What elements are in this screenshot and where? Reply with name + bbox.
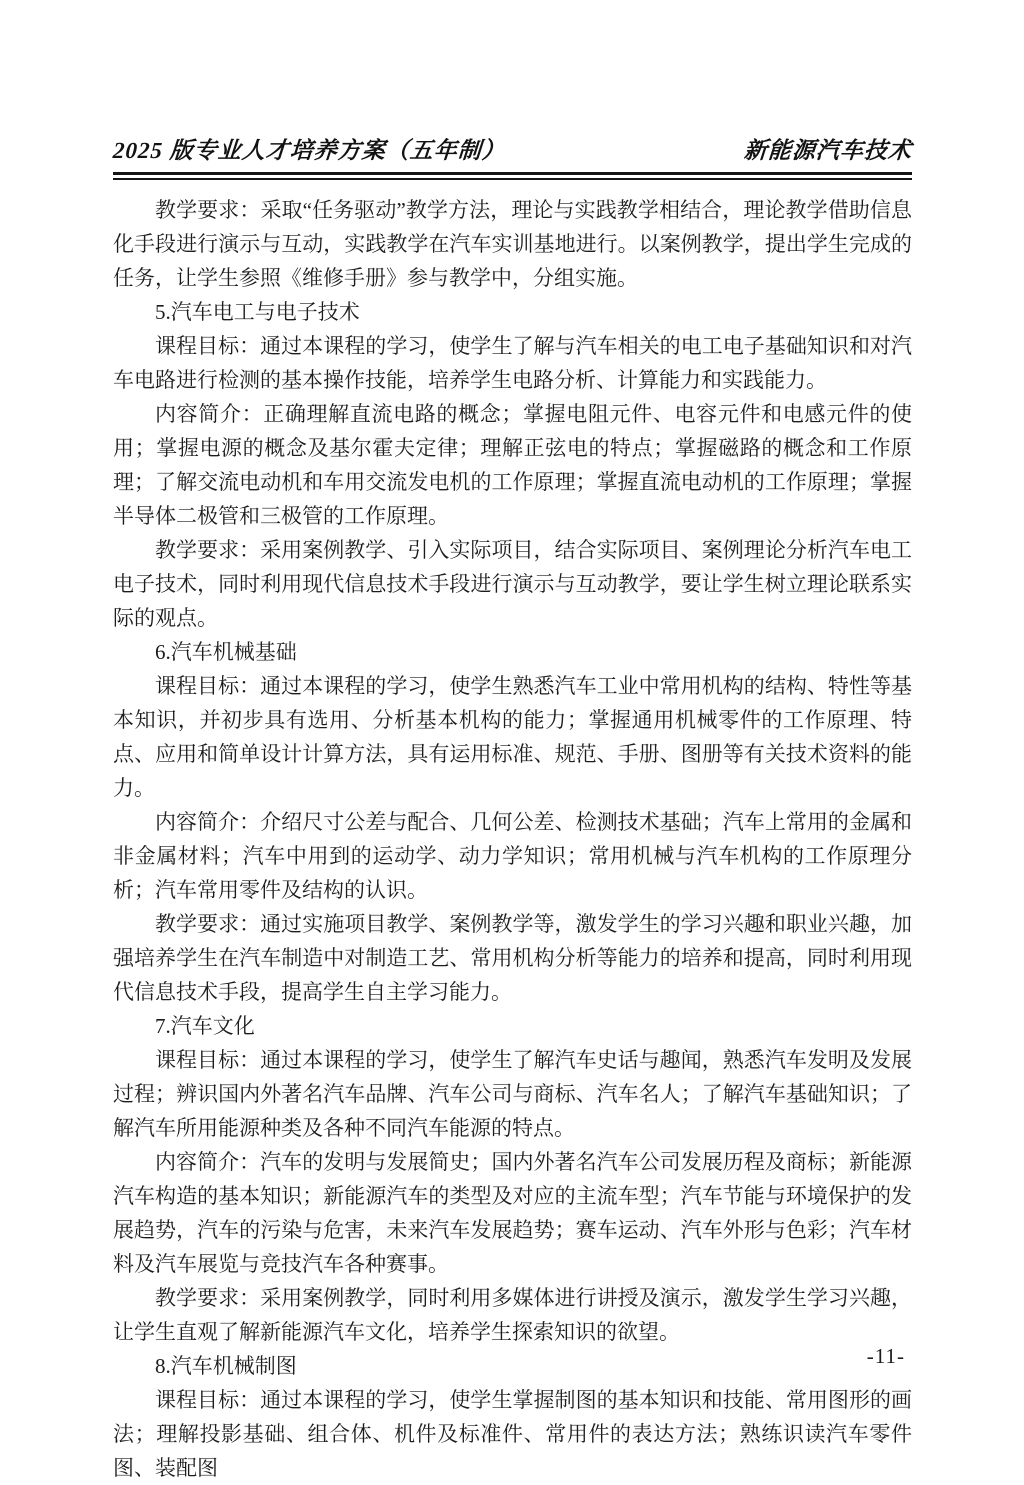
section-heading: 6.汽车机械基础 <box>155 640 297 664</box>
header-double-rule <box>113 172 912 180</box>
paragraph: 课程目标：通过本课程的学习，使学生了解汽车史话与趣闻，熟悉汽车发明及发展过程；辨识国内外著名汽车品牌、汽车公司与商标、汽车名人；了解汽车基础知识；了解汽车所用能源种类及各种不同汽车能源的特点。 <box>113 1048 912 1140</box>
header-title-left: 2025 版专业人才培养方案（五年制） <box>112 138 507 163</box>
paragraph: 内容简介：正确理解直流电路的概念；掌握电阻元件、电容元件和电感元件的使用；掌握电源的概念及基尔霍夫定律；理解正弦电的特点；掌握磁路的概念和工作原理；了解交流电动机和车用交流发电机的工作原理；掌握直流电动机的工作原理；掌握半导体二极管和三极管的工作原理。 <box>113 402 912 528</box>
paragraph: 课程目标：通过本课程的学习，使学生掌握制图的基本知识和技能、常用图形的画法；理解投影基础、组合体、机件及标准件、常用件的表达方法；熟练识读汽车零件图、装配图 <box>113 1388 912 1480</box>
paragraph: 课程目标：通过本课程的学习，使学生了解与汽车相关的电工电子基础知识和对汽车电路进行检测的基本操作技能，培养学生电路分析、计算能力和实践能力。 <box>113 334 912 392</box>
paragraph: 教学要求：采用案例教学，同时利用多媒体进行讲授及演示，激发学生学习兴趣，让学生直观了解新能源汽车文化，培养学生探索知识的欲望。 <box>113 1286 912 1344</box>
paragraph: 课程目标：通过本课程的学习，使学生熟悉汽车工业中常用机构的结构、特性等基本知识，并初步具有选用、分析基本机构的能力；掌握通用机械零件的工作原理、特点、应用和简单设计计算方法，具有运用标准、规范、手册、图册等有关技术资料的能力。 <box>113 674 912 800</box>
document-body <box>113 193 912 1485</box>
paragraph: 教学要求：采取“任务驱动”教学方法，理论与实践教学相结合，理论教学借助信息化手段进行演示与互动，实践教学在汽车实训基地进行。以案例教学，提出学生完成的任务，让学生参照《维修手册》参与教学中，分组实施。 <box>113 198 912 290</box>
page-header <box>113 136 912 166</box>
page-number: -11- <box>866 1344 905 1368</box>
paragraph: 内容简介：介绍尺寸公差与配合、几何公差、检测技术基础；汽车上常用的金属和非金属材料；汽车中用到的运动学、动力学知识；常用机械与汽车机构的工作原理分析；汽车常用零件及结构的认识。 <box>113 810 912 902</box>
section-heading: 5.汽车电工与电子技术 <box>155 300 360 324</box>
section-heading: 8.汽车机械制图 <box>155 1354 297 1378</box>
paragraph: 教学要求：通过实施项目教学、案例教学等，激发学生的学习兴趣和职业兴趣，加强培养学生在汽车制造中对制造工艺、常用机构分析等能力的培养和提高，同时利用现代信息技术手段，提高学生自主学习能力。 <box>113 912 912 1004</box>
paragraph: 教学要求：采用案例教学、引入实际项目，结合实际项目、案例理论分析汽车电工电子技术，同时利用现代信息技术手段进行演示与互动教学，要让学生树立理论联系实际的观点。 <box>113 538 912 630</box>
paragraph: 内容简介：汽车的发明与发展简史；国内外著名汽车公司发展历程及商标；新能源汽车构造的基本知识；新能源汽车的类型及对应的主流车型；汽车节能与环境保护的发展趋势，汽车的污染与危害，未来汽车发展趋势；赛车运动、汽车外形与色彩；汽车材料及汽车展览与竞技汽车各种赛事。 <box>113 1150 912 1276</box>
header-title-right: 新能源汽车技术 <box>743 138 913 163</box>
section-heading: 7.汽车文化 <box>155 1014 255 1038</box>
